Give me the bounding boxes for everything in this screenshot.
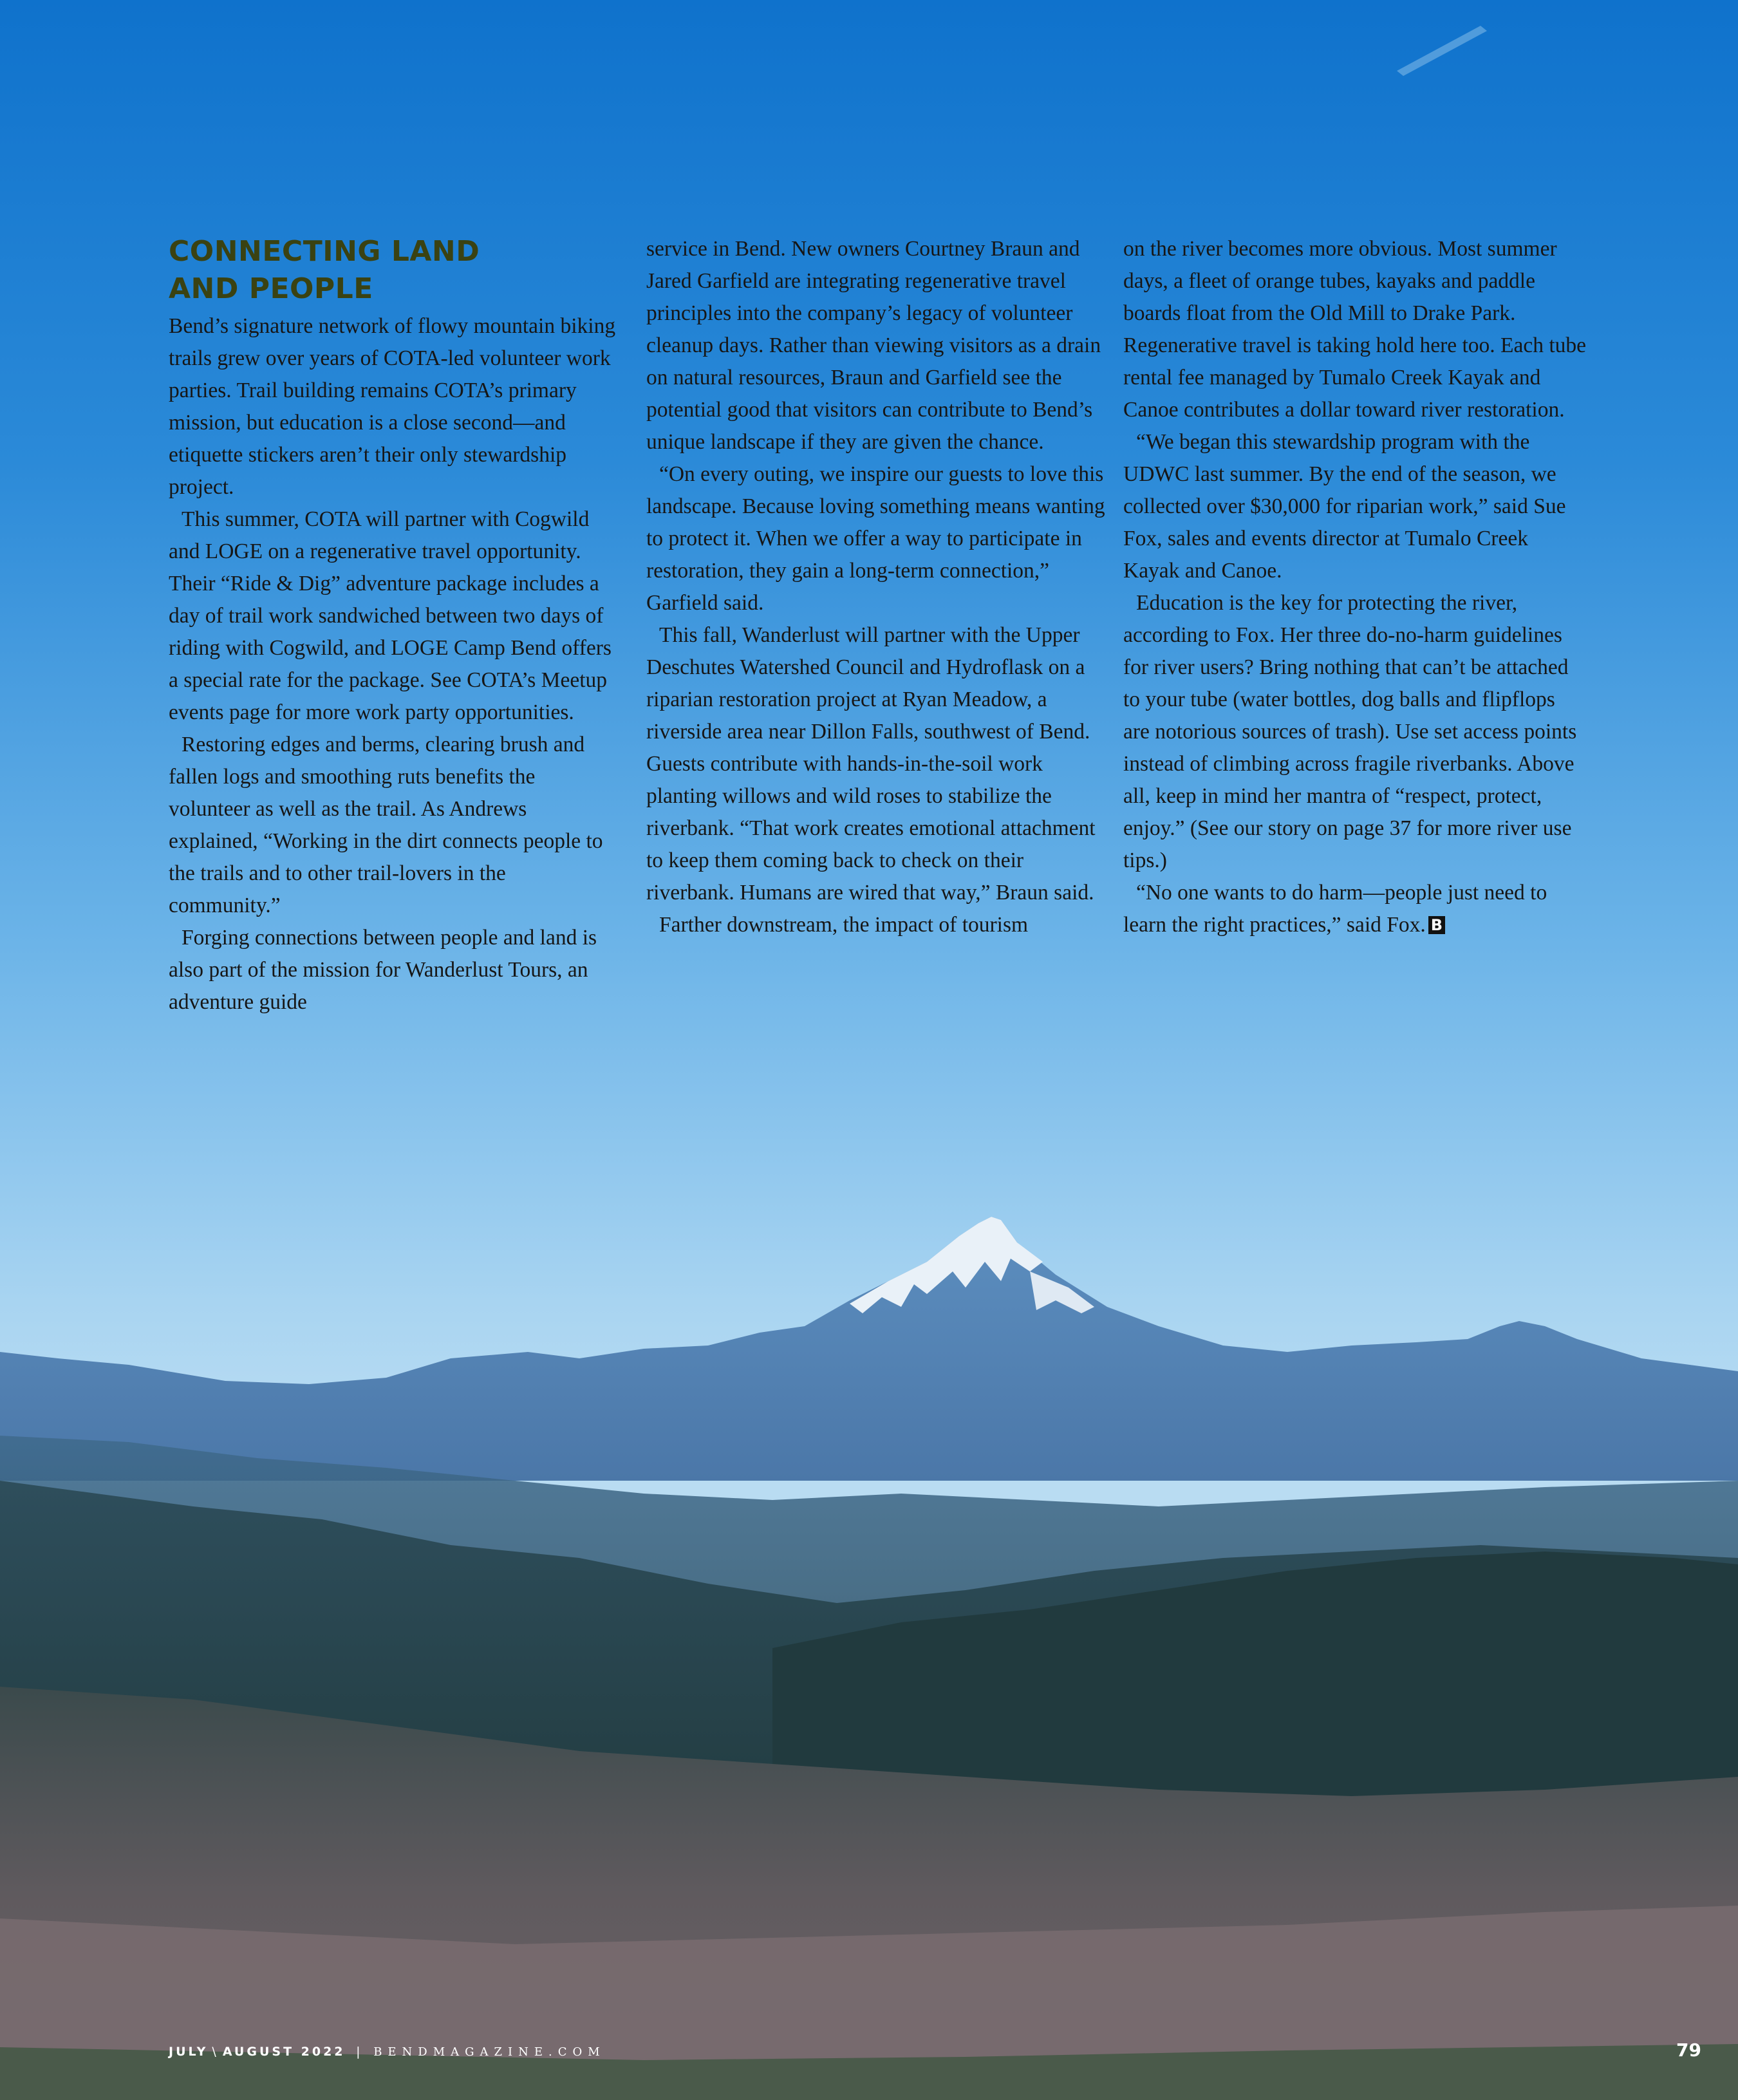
paragraph: [1123, 877, 1587, 941]
page-footer: [169, 2045, 606, 2059]
paragraph: Restoring edges and berms, clearing brush and fallen logs and smoothing ruts benefits the volunteer as well as the trail. As Andrews explained, “Working in the dirt connects people to the trails and to other trail-lovers in the community.”: [169, 733, 603, 917]
article-column-1: [169, 233, 619, 1018]
section-heading: [169, 233, 619, 308]
paragraph: on the river becomes more obvious. Most summer days, a fleet of orange tubes, kayaks and paddle boards float from the Old Mill to Drake Park. Regenerative travel is taking hold here too. Each tube rental fee managed by Tumalo Creek Kayak and Canoe contributes a dollar toward river restoration.: [1123, 237, 1587, 422]
footer-issue-month: JULY: [169, 2045, 209, 2059]
page-number: 79: [1676, 2039, 1701, 2061]
paragraph: “On every outing, we inspire our guests to love this landscape. Because loving something means wanting to protect it. When we offer a way to participate in restoration, they gain a long-term connection,” Garfield said.: [646, 462, 1105, 615]
paragraph: service in Bend. New owners Courtney Braun and Jared Garfield are integrating regenerative travel principles into the company’s legacy of volunteer cleanup days. Rather than viewing visitors as a drain on natural resources, Braun and Garfield see the potential good that visitors can contribute to Bend’s unique landscape if they are given the chance.: [646, 237, 1101, 454]
paragraph: Farther downstream, the impact of tourism: [659, 913, 1029, 937]
article-column-3: [1123, 233, 1587, 941]
footer-divider: |: [356, 2045, 363, 2059]
paragraph: Forging connections between people and land is also part of the mission for Wanderlust Tours, an adventure guide: [169, 926, 597, 1014]
paragraph: This fall, Wanderlust will partner with the Upper Deschutes Watershed Council and Hydroflask on a riparian restoration project at Ryan Meadow, a riverside area near Dillon Falls, southwest of Bend. Guests contribute with hands-in-the-soil work planting willows and wild roses to stabilize the riverbank. “That work creates emotional attachment to keep them coming back to check on their riverbank. Humans are wired that way,” Braun said.: [646, 623, 1096, 905]
section-heading-line-2: AND PEOPLE: [169, 272, 373, 305]
paragraph: Bend’s signature network of flowy mountain biking trails grew over years of COTA-led volunteer work parties. Trail building remains COTA’s primary mission, but education is a close second—and etiquette stickers aren’t their only stewardship project.: [169, 314, 616, 499]
footer-separator: \: [212, 2045, 219, 2059]
section-heading-line-1: CONNECTING LAND: [169, 235, 480, 268]
footer-website: BENDMAGAZINE.COM: [373, 2045, 606, 2059]
article-column-2: [646, 233, 1110, 941]
paragraph: This summer, COTA will partner with Cogwild and LOGE on a regenerative travel opportunity. Their “Ride & Dig” adventure package includes a day of trail work sandwiched between two days of riding with Cogwild, and LOGE Camp Bend offers a special rate for the package. See COTA’s Meetup events page for more work party opportunities.: [169, 507, 612, 724]
paragraph: Education is the key for protecting the river, according to Fox. Her three do-no-harm guidelines for river users? Bring nothing that can’t be attached to your tube (water bottles, dog balls and flipflops are notorious sources of trash). Use set access points instead of climbing across fragile riverbanks. Above all, keep in mind her mantra of “respect, protect, enjoy.” (See our story on page 37 for more river use tips.): [1123, 591, 1577, 872]
paragraph-text: “No one wants to do harm—people just need to learn the right practices,” said Fox.: [1123, 881, 1547, 937]
end-mark-icon: B: [1428, 916, 1445, 934]
footer-issue-date: AUGUST 2022: [222, 2045, 346, 2059]
paragraph: “We began this stewardship program with the UDWC last summer. By the end of the season, we collected over $30,000 for riparian work,” said Sue Fox, sales and events director at Tumalo Creek Kayak and Canoe.: [1123, 430, 1566, 583]
